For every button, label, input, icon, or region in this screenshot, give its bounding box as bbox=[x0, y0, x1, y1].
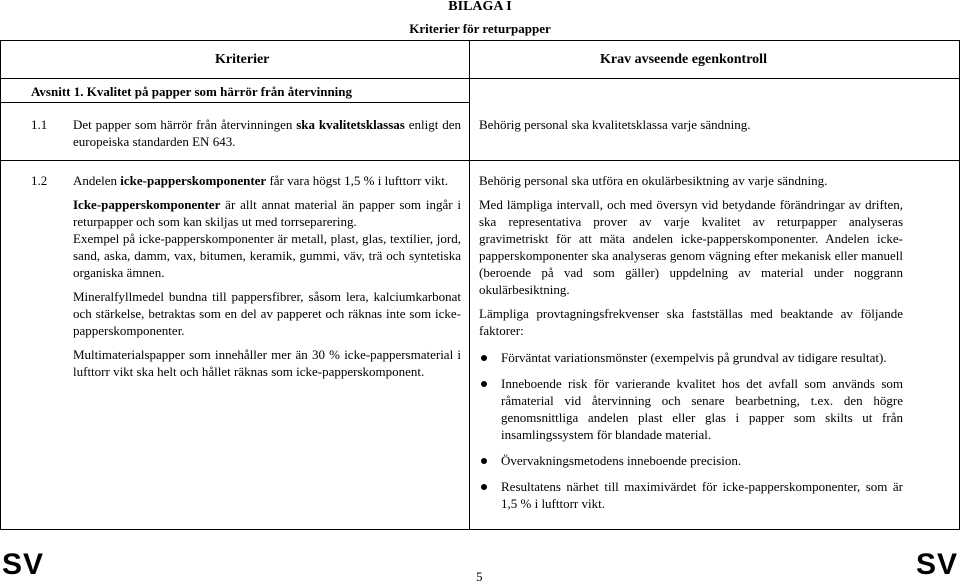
text-emphasis: Icke-papperskomponenter bbox=[73, 197, 221, 212]
criterion-1-2 bbox=[31, 172, 461, 380]
criterion-number: 1.1 bbox=[31, 117, 48, 132]
criterion-mineral: Mineralfyllmedel bundna till pappersfibrer, såsom lera, kalciumkarbonat och stärkelse, betraktas som en del av papperet och räknas inte som icke-papperskomponenter. bbox=[73, 289, 461, 338]
text-emphasis: ska kvalitetsklassas bbox=[296, 117, 405, 132]
list-item-text: Förväntat variationsmönster (exempelvis på grundval av tidigare resultat). bbox=[501, 350, 887, 365]
criterion-number: 1.2 bbox=[31, 173, 48, 188]
list-item-text: Inneboende risk för varierande kvalitet hos det avfall som används som råmaterial vid återvinning och senare bearbetning, t.ex. den högre genomsnittliga andelen plast eller glas i papper som skilts ut från insamlingssystem för blandade material. bbox=[501, 376, 903, 442]
section-row-border bbox=[0, 102, 470, 103]
row1-border bbox=[0, 160, 960, 161]
list-item bbox=[479, 375, 903, 443]
criterion-examples: Exempel på icke-papperskomponenter är metall, plast, glas, textilier, jord, sand, aska, damm, vax, bitumen, keramik, gummi, väv, trä och syntetiska organiska ämnen. bbox=[73, 231, 461, 280]
list-item bbox=[479, 349, 903, 366]
control-sampling: Med lämpliga intervall, och med översyn vid betydande förändringar av driften, ska representativa prover av varje kvalitet av returpapper analyseras gravimetriskt för att mäta andelen icke-papperskomponenter. Andelen icke-papperskomponenter ska analyseras genom vägning efter mekanisk eller manuell (beroende på vad som gäller) uppdelning av material under noggrann okulärbesiktning. bbox=[479, 197, 903, 297]
criterion-multimaterial: Multimaterialspapper som innehåller mer än 30 % icke-pappersmaterial i lufttorr vikt ska helt och hållet räknas som icke-papperskomponent. bbox=[73, 347, 461, 379]
table-bottom-border bbox=[0, 529, 960, 530]
header-row-border bbox=[0, 78, 960, 79]
language-code-left: SV bbox=[2, 548, 45, 581]
bullet-icon bbox=[481, 355, 487, 361]
criterion-1-1 bbox=[31, 116, 461, 150]
list-item-text: Övervakningsmetodens inneboende precision. bbox=[501, 453, 742, 468]
language-code-right: SV bbox=[915, 548, 958, 581]
control-1-1: Behörig personal ska kvalitetsklassa varje sändning. bbox=[479, 117, 751, 132]
list-item-text: Resultatens närhet till maximivärdet för icke-papperskomponenter, som är 1,5 % i lufttorr vikt. bbox=[501, 479, 903, 511]
annex-label: BILAGA I bbox=[448, 0, 512, 14]
column-header-criteria: Kriterier bbox=[215, 52, 270, 67]
factor-list bbox=[479, 349, 903, 512]
text-part: är allt annat material än papper som ingår i returpapper och som kan skiljas ut med torrseparering. bbox=[73, 197, 461, 229]
text-part: Det papper som härrör från återvinningen bbox=[73, 117, 297, 132]
column-header-control: Krav avseende egenkontroll bbox=[600, 52, 767, 67]
list-item bbox=[479, 478, 903, 512]
text-part: Andelen bbox=[73, 173, 121, 188]
criterion-definition bbox=[73, 196, 461, 230]
control-1-2 bbox=[479, 172, 903, 521]
control-inspection: Behörig personal ska utföra en okulärbesiktning av varje sändning. bbox=[479, 173, 828, 188]
text-part: får vara högst 1,5 % i lufttorr vikt. bbox=[266, 173, 449, 188]
page-number: 5 bbox=[476, 569, 483, 584]
table-left-border bbox=[0, 40, 1, 530]
criterion-text bbox=[31, 116, 461, 150]
list-item bbox=[479, 452, 903, 469]
bullet-icon bbox=[481, 381, 487, 387]
control-frequency: Lämpliga provtagningsfrekvenser ska fastställas med beaktande av följande faktorer: bbox=[479, 306, 903, 338]
bullet-icon bbox=[481, 484, 487, 490]
text-part: enligt den europeiska standarden EN 643. bbox=[73, 117, 461, 149]
section-heading: Avsnitt 1. Kvalitet på papper som härrör från återvinning bbox=[31, 84, 353, 99]
criterion-intro bbox=[73, 172, 461, 189]
column-divider bbox=[469, 40, 470, 530]
text-emphasis: icke-papperskomponenter bbox=[120, 173, 267, 188]
page-title: Kriterier för returpapper bbox=[409, 21, 551, 36]
bullet-icon bbox=[481, 458, 487, 464]
table-top-border bbox=[0, 40, 960, 41]
